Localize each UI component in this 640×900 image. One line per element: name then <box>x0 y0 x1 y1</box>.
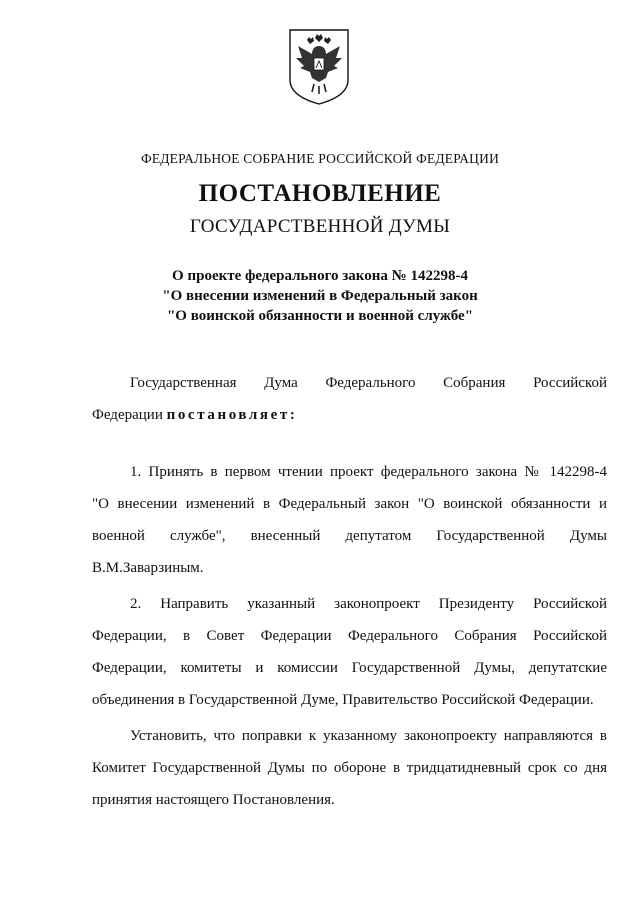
item-3-paragraph <box>92 720 607 816</box>
document-type-title: ПОСТАНОВЛЕНИЕ <box>198 180 442 207</box>
document-subject <box>0 266 640 326</box>
text-line: Комитет Государственной Думы по обороне в тридцатидневный срок со дня <box>92 760 607 776</box>
subject-line: "О воинской обязанности и военной службе" <box>166 308 474 324</box>
text-line: объединения в Государственной Думе, Правительство Российской Федерации. <box>92 692 594 708</box>
text-line <box>92 399 607 431</box>
parliament-heading: ФЕДЕРАЛЬНОЕ СОБРАНИЕ РОССИЙСКОЙ ФЕДЕРАЦИИ <box>140 151 500 166</box>
subject-line: "О внесении изменений в Федеральный закон <box>162 288 478 304</box>
preamble-prefix: Федерации <box>92 407 167 423</box>
text-line: принятия настоящего Постановления. <box>92 792 335 808</box>
text-line: Федерации, комитеты и комиссии Государственной Думы, депутатские <box>92 660 607 676</box>
text-line: Установить, что поправки к указанному законопроекту направляются в <box>130 728 607 744</box>
text-line: "О внесении изменений в Федеральный закон "О воинской обязанности и <box>92 496 607 512</box>
item-2-paragraph <box>92 588 607 716</box>
coat-of-arms-emblem <box>288 28 350 106</box>
subject-line: О проекте федерального закона № 142298-4 <box>172 268 468 284</box>
document-issuer: ГОСУДАРСТВЕННОЙ ДУМЫ <box>189 216 451 237</box>
decree-word: постановляет: <box>166 407 298 423</box>
text-line: В.М.Заварзиным. <box>92 560 204 576</box>
text-line: 1. Принять в первом чтении проект федерального закона № 142298-4 <box>130 464 607 480</box>
text-line: Государственная Дума Федерального Собрания Российской <box>130 375 607 391</box>
preamble-paragraph <box>92 367 607 431</box>
text-line: Федерации, в Совет Федерации Федерального Собрания Российской <box>92 628 607 644</box>
text-line: 2. Направить указанный законопроект Президенту Российской <box>130 596 607 612</box>
text-line: военной службе", внесенный депутатом Государственной Думы <box>92 528 607 544</box>
item-1-paragraph <box>92 456 607 584</box>
